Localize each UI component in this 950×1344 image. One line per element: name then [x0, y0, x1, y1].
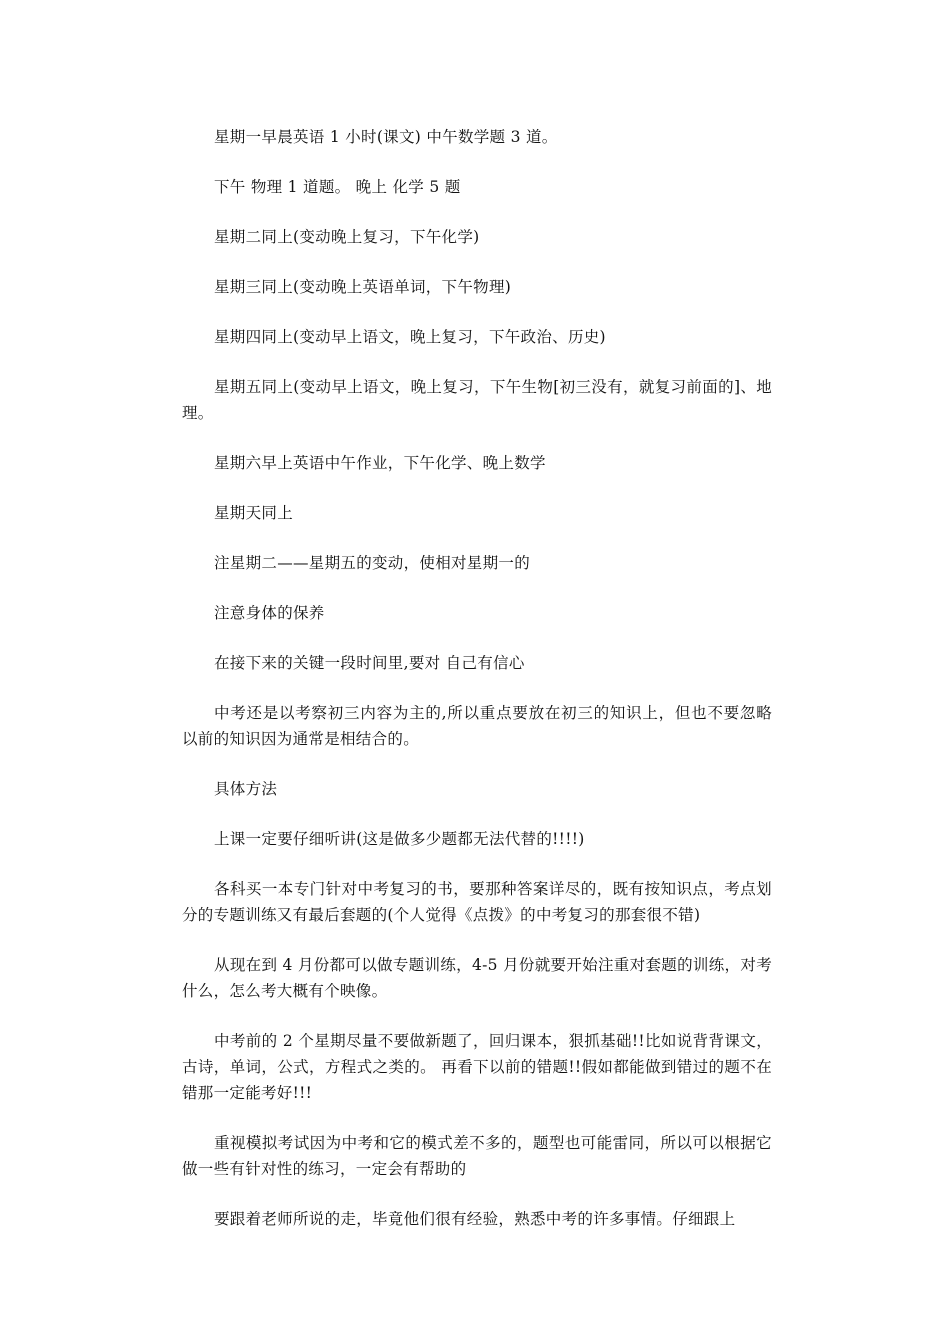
paragraph-health: 注意身体的保养	[214, 604, 325, 622]
paragraph-thursday: 星期四同上(变动早上语文，晚上复习，下午政治、历史)	[214, 328, 606, 346]
paragraph-methods-heading: 具体方法	[214, 780, 278, 798]
paragraph-confidence: 在接下来的关键一段时间里,要对 自己有信心	[214, 654, 525, 672]
paragraph-sunday: 星期天同上	[214, 504, 294, 522]
paragraph-review-books: 各科买一本专门针对中考复习的书，要那种答案详尽的，既有按知识点，考点划分的专题训练又有最后套题的(个人觉得《点拨》的中考复习的那套很不错)	[182, 880, 772, 924]
paragraph-listen-in-class: 上课一定要仔细听讲(这是做多少题都无法代替的!!!!)	[214, 830, 585, 848]
paragraph-follow-teacher: 要跟着老师所说的走，毕竟他们很有经验，熟悉中考的许多事情。仔细跟上	[214, 1210, 736, 1228]
paragraph-training-schedule: 从现在到 4 月份都可以做专题训练，4-5 月份就要开始注重对套题的训练，对考什么，怎么考大概有个映像。	[182, 956, 772, 1000]
document-body	[182, 124, 772, 1256]
paragraph-final-weeks: 中考前的 2 个星期尽量不要做新题了，回归课本，狠抓基础!!比如说背背课文，古诗，单词，公式，方程式之类的。 再看下以前的错题!!假如都能做到错过的题不在错那一定能考好!!!	[182, 1032, 772, 1102]
paragraph-note-changes: 注星期二——星期五的变动，使相对星期一的	[214, 554, 531, 572]
paragraph-monday-afternoon: 下午 物理 1 道题。 晚上 化学 5 题	[214, 178, 461, 196]
paragraph-tuesday: 星期二同上(变动晚上复习，下午化学)	[214, 228, 480, 246]
paragraph-friday: 星期五同上(变动早上语文，晚上复习，下午生物[初三没有，就复习前面的]、地理。	[182, 378, 772, 422]
paragraph-saturday: 星期六早上英语中午作业，下午化学、晚上数学	[214, 454, 546, 472]
paragraph-monday-morning: 星期一早晨英语 1 小时(课文) 中午数学题 3 道。	[214, 128, 558, 146]
paragraph-wednesday: 星期三同上(变动晚上英语单词，下午物理)	[214, 278, 512, 296]
paragraph-mock-exams: 重视模拟考试因为中考和它的模式差不多的，题型也可能雷同，所以可以根据它做一些有针对性的练习，一定会有帮助的	[182, 1134, 772, 1178]
paragraph-exam-focus: 中考还是以考察初三内容为主的,所以重点要放在初三的知识上，但也不要忽略以前的知识因为通常是相结合的。	[182, 704, 772, 748]
